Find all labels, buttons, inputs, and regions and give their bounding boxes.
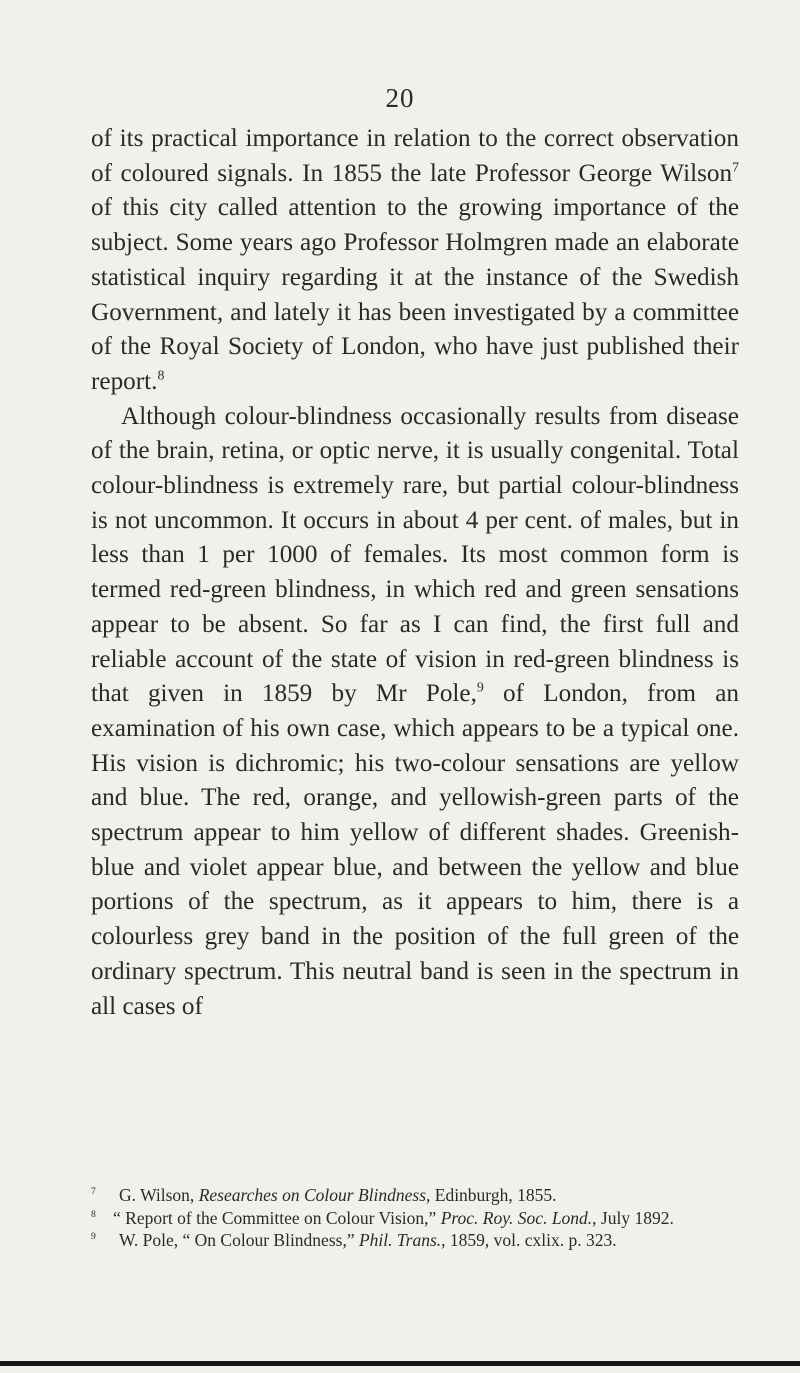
footnote: $^9$ W. Pole, “ On Colour Blindness,” Phil. Trans., 1859, vol. cxlix. p. 323.: [91, 1230, 617, 1250]
footnote-title: Phil. Trans.: [358, 1230, 442, 1250]
footnote-reference: 9: [476, 679, 484, 695]
page-bottom-rule: [0, 1361, 800, 1366]
footnote: $^8$ “ Report of the Committee on Colour Vision,” Proc. Roy. Soc. Lond., July 1892.: [91, 1207, 674, 1228]
footnote-text: “ Report of the Committee on Colour Vision,”: [113, 1207, 441, 1228]
paragraph-text: Although colour-blindness occasionally results from disease of the brain, retina, or optic nerve, it is usually congenital. Total colour-blindness is extremely rare, but partial colour-blindness is not uncommon. It occurs in about 4 per cent. of males, but in less than 1 per 1000 of females. Its most common form is termed red-green blindness, in which red and green sensations appear to be absent. So far as I can find, the first full and reliable account of the state of vision in red-green blindness is that given in 1859 by Mr Pole,: [91, 402, 739, 708]
paragraph-text: of this city called attention to the growing importance of the subject. Some years ago Professor Holmgren made an elaborate statistical inquiry regarding it at the instance of the Swedish Government, and lately it has been investigated by a committee of the Royal Society of London, who have just published their report.: [91, 194, 739, 395]
footnote-title: Proc. Roy. Soc. Lond.: [440, 1207, 593, 1228]
footnotes: [91, 1184, 739, 1252]
footnote-reference: 7: [732, 159, 739, 175]
footnote: $^7$ G. Wilson, Researches on Colour Blindness, Edinburgh, 1855.: [91, 1185, 557, 1205]
footnote-title: Researches on Colour Blindness: [198, 1185, 426, 1205]
footnote-text: G. Wilson,: [119, 1185, 199, 1205]
footnote-text: W. Pole, “ On Colour Blindness,”: [119, 1230, 359, 1250]
footnote-text: , July 1892.: [592, 1207, 674, 1228]
footnote-reference: 8: [157, 367, 165, 383]
paragraph-text: of London, from an examination of his own case, which appears to be a typical one. His vision is dichromic; his two-colour sensations are yellow and blue. The red, orange, and yellowish-green parts of the spectrum appear to him yellow of different shades. Greenish-blue and violet appear blue, and between the yellow and blue portions of the spectrum, as it appears to him, there is a colourless grey band in the position of the full green of the ordinary spectrum. This neutral band is seen in the spectrum in all cases of: [91, 680, 739, 1020]
paragraph: [91, 400, 739, 1025]
paragraph: [91, 122, 739, 400]
body-text: [91, 122, 739, 1024]
footnote-text: , Edinburgh, 1855.: [426, 1185, 557, 1205]
page-number: 20: [385, 83, 415, 113]
paragraph-text: of its practical importance in relation to the correct observation of coloured signals. In 1855 the late Professor George Wilson: [91, 125, 739, 187]
footnote-text: , 1859, vol. cxlix. p. 323.: [441, 1230, 617, 1250]
